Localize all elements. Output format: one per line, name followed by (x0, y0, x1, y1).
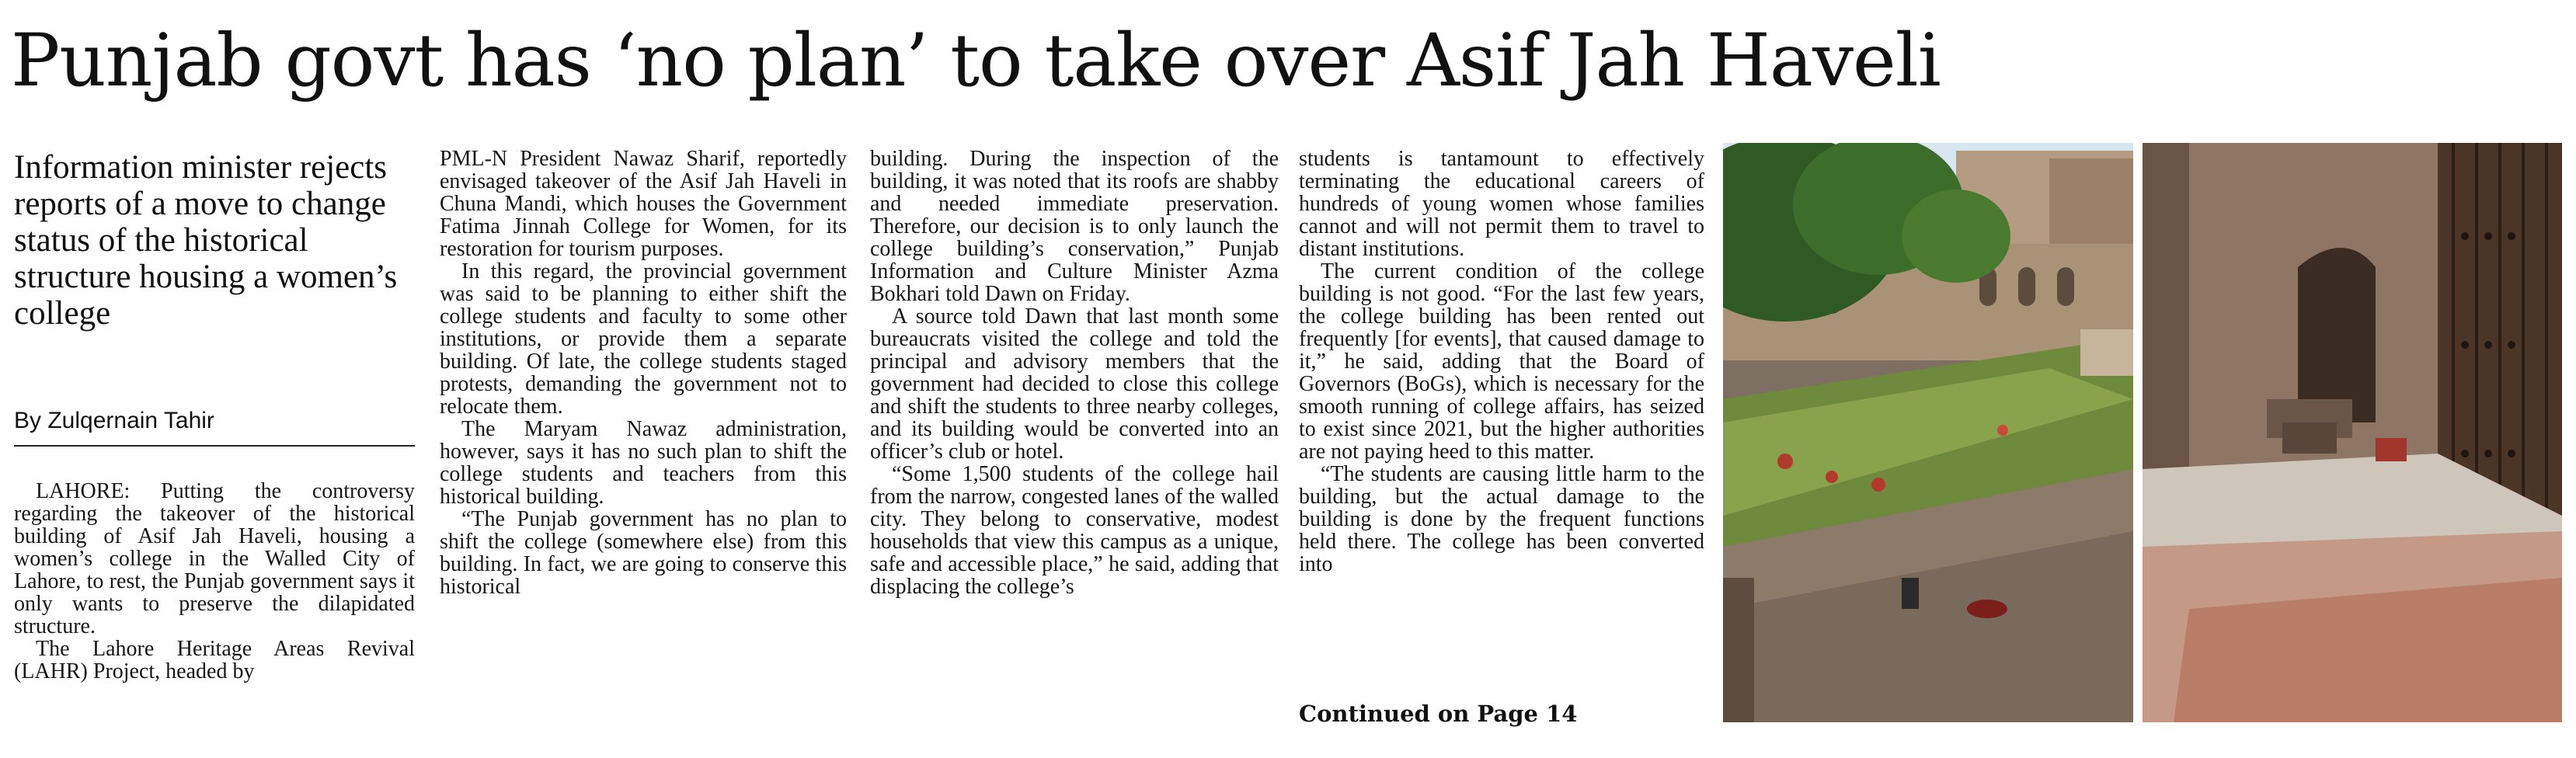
paragraph: PML-N President Nawaz Sharif, reportedly envisaged takeover of the Asif Jah Haveli in Chuna Mandi, which houses the Government Fatima Jinnah College for Women, for its restoration for tourism purposes. (440, 147, 847, 261)
article-column-2 (440, 148, 847, 598)
paragraph: A source told Dawn that last month some bureaucrats visited the college and told the principal and advisory members that the government had decided to close this college and shift the students to three nearby colleges, and its building would be converted into an officer’s club or hotel. (870, 304, 1279, 464)
paragraph: The Lahore Heritage Areas Revival (LAHR) Project, headed by (14, 637, 415, 683)
paragraph: LAHORE: Putting the controversy regarding the takeover of the historical building of Asif Jah Haveli, housing a women’s college in the Walled City of Lahore, to rest, the Punjab government says it only wants to preserve the dilapidated structure. (14, 479, 415, 638)
paragraph: building. During the inspection of the building, it was noted that its roofs are shabby and needed immediate preservation. Therefore, our decision is to only launch the college building’s conservation,” Punjab Information and Culture Minister Azma Bokhari told Dawn on Friday. (870, 147, 1279, 306)
article-column-3 (870, 148, 1279, 598)
paragraph: “The Punjab government has no plan to shift the college (somewhere else) from this building. In fact, we are going to conserve this historical (440, 507, 847, 599)
headline: Punjab govt has ‘no plan’ to take over Asif Jah Haveli (11, 19, 1941, 103)
article-column-1 (14, 480, 415, 683)
paragraph: The current condition of the college building is not good. “For the last few years, the college building has been rented out frequently [for events], that caused damage to it,” he said, adding that the Board of Governors (BoGs), which is necessary for the smooth running of college affairs, has seized to exist since 2021, but the higher authorities are not paying heed to this matter. (1299, 259, 1704, 464)
continued-notice: Continued on Page 14 (1299, 701, 1578, 727)
deck: Information minister rejects reports of a move to change status of the historical structure housing a women’s college (14, 149, 398, 332)
photo-doorway (2143, 143, 2562, 722)
paragraph: students is tantamount to effectively terminating the educational careers of hundreds of young women whose families cannot and will not permit them to travel to distant institutions. (1299, 147, 1704, 261)
article-column-4 (1299, 148, 1704, 575)
paragraph: “The students are causing little harm to the building, but the actual damage to the building is done by the frequent functions held there. The college has been converted into (1299, 462, 1704, 576)
paragraph: In this regard, the provincial government was said to be planning to either shift the college students and faculty to some other institutions, or provide them a separate building. Of late, the college students staged protests, demanding the government not to relocate them. (440, 259, 847, 419)
photo-courtyard (1723, 143, 2133, 722)
paragraph: “Some 1,500 students of the college hail from the narrow, congested lanes of the walled city. They belong to conservative, modest households that view this campus as a unique, safe and accessible place,” he said, adding that displacing the college’s (870, 462, 1279, 599)
paragraph: The Maryam Nawaz administration, however, says it has no such plan to shift the college students and teachers from this historical building. (440, 417, 847, 509)
byline: By Zulqernain Tahir (14, 408, 415, 447)
